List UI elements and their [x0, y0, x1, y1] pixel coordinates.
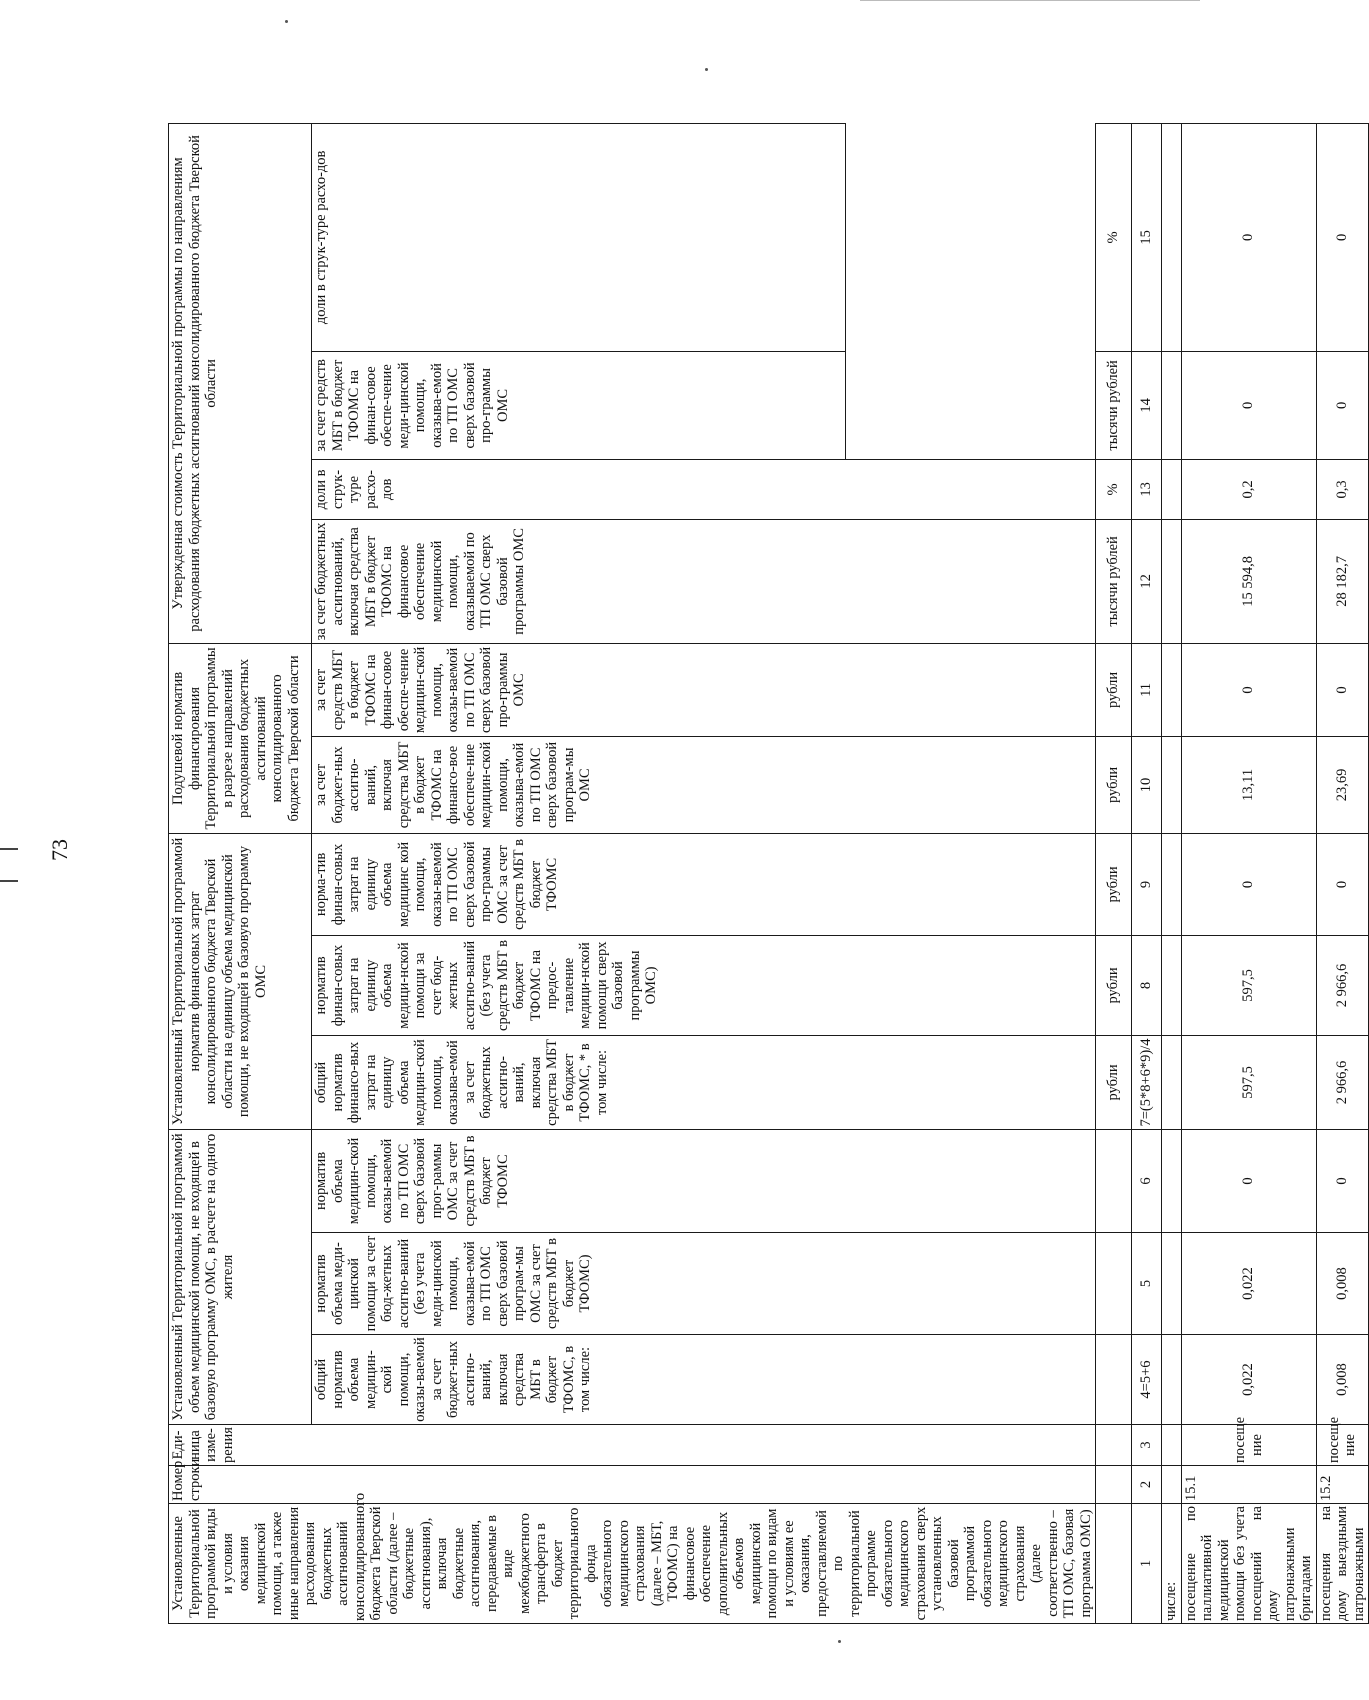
cell-col13: 0,3: [1316, 459, 1369, 519]
empty-cell: [1162, 123, 1182, 351]
colnum-13: 13: [1132, 459, 1162, 519]
empty-cell: [1162, 519, 1182, 643]
page-number: 73: [47, 839, 72, 861]
cell-col7: 2 966,6: [1316, 1035, 1369, 1129]
cell-col15: 0: [1181, 123, 1316, 351]
header-col3: Еди-ница изме-рения: [169, 1425, 1096, 1466]
budget-table: [168, 123, 1369, 1624]
unit-cell-3: [1096, 1425, 1132, 1466]
cell-col14: 0: [1181, 351, 1316, 459]
header-c10: за счет бюджет-ных ассигно-ваний, включая средства МБТ в бюджет ТФОМС на финансо-вое обеспече-ние медицин-ской помощи, оказыва-емой по ТП ОМС сверх базовой програм-мы ОМС: [312, 736, 1096, 833]
empty-cell: [1162, 833, 1182, 935]
header-group-percapita: Подушевой норматив финансирования Территориальной программы в разрезе направлений расходования бюджетных ассигнований консолидированного бюджета Тверской области: [169, 643, 312, 833]
unit-cell-9: рубли: [1096, 833, 1132, 935]
unit-cell-1: [1096, 1504, 1132, 1624]
header-c8: норматив финан-совых затрат на единицу объема медици-нской помощи за счет бюд-жетных ассигно-ваний (без учета средств МБТ в бюджет ТФОМС на предос-тавление медици-нской помощи сверх базовой программы ОМС): [312, 935, 1096, 1035]
unit-cell-15: %: [1096, 123, 1132, 351]
colnum-14: 14: [1132, 351, 1162, 459]
cell-col15: 0: [1316, 123, 1369, 351]
header-c13: доли в струк-туре расхо-дов: [312, 459, 1096, 519]
subheader-row: [1162, 123, 1182, 1623]
colnum-5: 5: [1132, 1233, 1162, 1335]
header-c4: общий норматив объема медицин-ской помощи, оказы-ваемой за счет бюджет-ных ассигно-ваний, включая средства МБТ в бюджет ТФОМС, в том числе:: [312, 1335, 1096, 1425]
colnum-7: 7=(5*8+6*9)/4: [1132, 1035, 1162, 1129]
scan-mark: [860, 0, 1200, 1]
unit-cell-2: [1096, 1466, 1132, 1504]
cell-col12: 15 594,8: [1181, 519, 1316, 643]
unit-cell-13: %: [1096, 459, 1132, 519]
cell-col4: 0,008: [1316, 1335, 1369, 1425]
cell-col5: 0,022: [1181, 1233, 1316, 1335]
scan-mark: [0, 848, 18, 850]
column-numbers-row: [1132, 123, 1162, 1623]
cell-col12: 28 182,7: [1316, 519, 1369, 643]
colnum-10: 10: [1132, 736, 1162, 833]
unit-cell-11: рубли: [1096, 643, 1132, 736]
cell-col13: 0,2: [1181, 459, 1316, 519]
cell-col11: 0: [1316, 643, 1369, 736]
table-row: [1181, 123, 1316, 1623]
header-c11: за счет средств МБТ в бюджет ТФОМС на финан-совое обеспе-чение медицин-ской помощи, оказы-ваемой по ТП ОМС сверх базовой про-граммы ОМС: [312, 643, 1096, 736]
colnum-1: 1: [1132, 1504, 1162, 1624]
header-c14: за счет средств МБТ в бюджет ТФОМС на финан-совое обеспе-чение меди-цинской помощи, оказыва-емой по ТП ОМС сверх базовой про-граммы ОМС: [312, 351, 846, 459]
scan-speck: [285, 20, 288, 23]
empty-cell: [1162, 935, 1182, 1035]
unit-cell-6: [1096, 1129, 1132, 1232]
colnum-4: 4=5+6: [1132, 1335, 1162, 1425]
colnum-3: 3: [1132, 1425, 1162, 1466]
empty-cell: [1162, 643, 1182, 736]
rotated-table-frame: [168, 124, 1367, 1624]
colnum-9: 9: [1132, 833, 1162, 935]
scan-speck: [705, 68, 708, 71]
header-group-volume: Установленный Территориальной программой объем медицинской помощи, не входящей в базовую программу ОМС, в расчете на одного жителя: [169, 1129, 312, 1424]
cell-col9: 0: [1181, 833, 1316, 935]
empty-cell: [1162, 1233, 1182, 1335]
header-c7: общий норматив финансо-вых затрат на единицу объема медицин-ской помощи, оказыва-емой за счет бюджетных ассигно-ваний, включая средства МБТ в бюджет ТФОМС, * в том числе:: [312, 1035, 1096, 1129]
header-c15: доли в струк-туре расхо-дов: [312, 123, 846, 351]
unit-cell-14: тысячи рублей: [1096, 351, 1132, 459]
row-name: посещение по паллиативной медицинской помощи без учета посещений на дому патронажными бригадами: [1181, 1504, 1316, 1624]
cell-col14: 0: [1316, 351, 1369, 459]
cell-col10: 13,11: [1181, 736, 1316, 833]
unit-cell-10: рубли: [1096, 736, 1132, 833]
row-number: 15.2: [1316, 1466, 1369, 1504]
row-unit: посеще ние: [1181, 1425, 1316, 1466]
header-row-2: [312, 123, 846, 1623]
cell-col8: 2 966,6: [1316, 935, 1369, 1035]
colnum-11: 11: [1132, 643, 1162, 736]
header-c5: норматив объема меди-цинской помощи за счет бюд-жетных ассигно-ваний (без учета меди-цинской помощи, оказыва-емой по ТП ОМС сверх базовой програм-мы ОМС за счет средств МБТ в бюджет ТФОМС): [312, 1233, 1096, 1335]
empty-cell: [1162, 459, 1182, 519]
unit-cell-12: тысячи рублей: [1096, 519, 1132, 643]
scan-mark: [0, 880, 18, 882]
cell-col6: 0: [1181, 1129, 1316, 1232]
row-unit: посеще ние: [1316, 1425, 1369, 1466]
cell-col10: 23,69: [1316, 736, 1369, 833]
empty-cell: [1162, 1466, 1182, 1504]
empty-cell: [1162, 736, 1182, 833]
unit-cell-5: [1096, 1233, 1132, 1335]
unit-cell-4: [1096, 1335, 1132, 1425]
header-c9: норма-тив финан-совых затрат на единицу объема медицинс кой помощи, оказы-ваемой по ТП ОМС сверх базовой про-граммы ОМС за счет средств МБТ в бюджет ТФОМС: [312, 833, 1096, 935]
table-row: [1316, 123, 1369, 1623]
colnum-6: 6: [1132, 1129, 1162, 1232]
row-number: 15.1: [1181, 1466, 1316, 1504]
header-col2: Номер строки: [169, 1466, 1096, 1504]
scan-speck: [838, 1640, 841, 1643]
empty-cell: [1162, 1335, 1182, 1425]
empty-cell: [1162, 1129, 1182, 1232]
colnum-12: 12: [1132, 519, 1162, 643]
row-name: посещения на дому выездными патронажными: [1316, 1504, 1369, 1624]
colnum-2: 2: [1132, 1466, 1162, 1504]
cell-col8: 597,5: [1181, 935, 1316, 1035]
cell-col4: 0,022: [1181, 1335, 1316, 1425]
header-group-approved: Утвержденная стоимость Территориальной программы по направлениям расходования бюджетных ассигнований консолидированного бюджета Тверской области: [169, 123, 312, 643]
cell-col9: 0: [1316, 833, 1369, 935]
header-row-1: [169, 123, 312, 1623]
colnum-15: 15: [1132, 123, 1162, 351]
colnum-8: 8: [1132, 935, 1162, 1035]
subheader-label: числе:: [1162, 1504, 1182, 1624]
header-c6: норматив объема медицин-ской помощи, оказы-ваемой по ТП ОМС сверх базовой прог-раммы ОМС за счет средств МБТ в бюджет ТФОМС: [312, 1129, 1096, 1232]
header-group-cost: Установленный Территориальной программой норматив финансовых затрат консолидированного бюджета Тверской области на единицу объема медицинской помощи, не входящей в базовую программу ОМС: [169, 833, 312, 1129]
empty-cell: [1162, 1035, 1182, 1129]
cell-col7: 597,5: [1181, 1035, 1316, 1129]
unit-cell-7: рубли: [1096, 1035, 1132, 1129]
units-row: [1096, 123, 1132, 1623]
cell-col11: 0: [1181, 643, 1316, 736]
unit-cell-8: рубли: [1096, 935, 1132, 1035]
empty-cell: [1162, 351, 1182, 459]
cell-col6: 0: [1316, 1129, 1369, 1232]
cell-col5: 0,008: [1316, 1233, 1369, 1335]
header-col1: Установленные Территориальной программой виды и условия оказания медицинской помощи, а также иные направления расходования бюджетных ассигнований консолидированного бюджета Тверской области (далее – бюджетные ассигнования), включая бюджетные ассигнования, передаваемые в виде межбюджетного трансферта в бюджет территориального фонда обязательного медицинского страхования (далее – МБТ, ТФОМС) на финансовое обеспечение дополнительных объемов медицинской помощи по видам и условиям ее оказания, предоставляемой по территориальной программе обязательного медицинского страхования сверх установленных базовой программой обязательного медицинского страхования (далее соответственно – ТП ОМС, базовая программа ОМС): [169, 1504, 1096, 1624]
empty-cell: [1162, 1425, 1182, 1466]
header-c12: за счет бюджетных ассигнований, включая средства МБТ в бюджет ТФОМС на финансовое обеспечение медицинской помощи, оказываемой по ТП ОМС сверх базовой программы ОМС: [312, 519, 1096, 643]
